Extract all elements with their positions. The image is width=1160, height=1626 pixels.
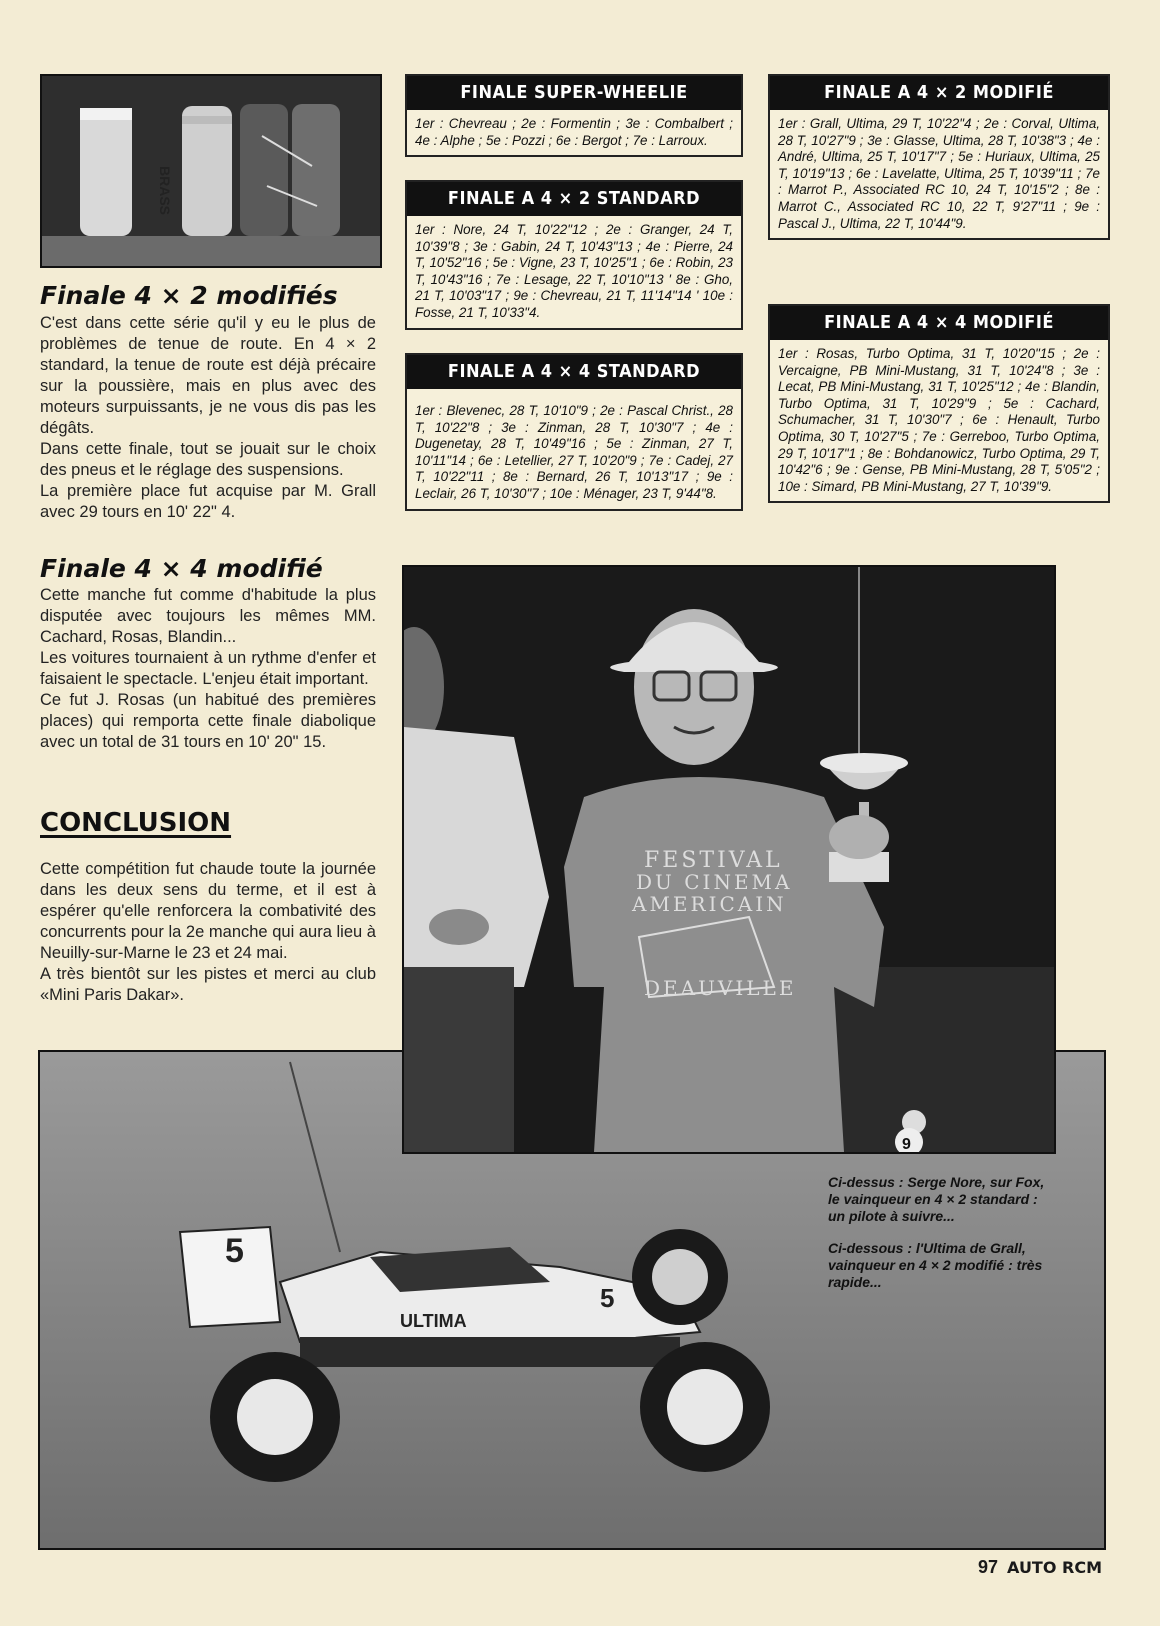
results-box-title: FINALE A 4 × 4 STANDARD	[407, 355, 741, 389]
article-section-4x4	[40, 585, 376, 753]
winner-photo	[402, 565, 1056, 1154]
heading-finale-4x4-modifie: Finale 4 × 4 modifié	[40, 554, 323, 583]
sweater-text: AMERICAIN	[632, 892, 787, 916]
heading-finale-4x2-modifies: Finale 4 × 2 modifiés	[40, 281, 338, 310]
paragraph: Dans cette finale, tout se jouait sur le choix des pneus et le réglage des suspensions.	[40, 440, 376, 479]
results-box-text: 1er : Grall, Ultima, 29 T, 10'22"4 ; 2e : Corval, Ultima, 28 T, 10'27"9 ; 3e : Glasse, Ultima, 28 T, 10'38"3 ; 4e : André, Ultima, 25 T, 10'17"7 ; 5e : Huriaux, Ultima, 25 T, 10'19"13 ; 6e : Lavelatte, Ultima, 25 T, 10'39"11 ; 7e : Marrot P., Associated RC 10, 24 T, 10'15"2 ; 8e : Marrot C., Associated RC 10, 22 T, 9'27"11 ; 9e : Pascal J., Ultima, 22 T, 10'44"9.	[778, 116, 1100, 231]
results-box-text: 1er : Chevreau ; 2e : Formentin ; 3e : Combalbert ; 4e : Alphe ; 5e : Pozzi ; 6e : Bergot ; 7e : Larroux.	[415, 116, 733, 148]
battery-label: BRASS	[157, 166, 173, 216]
photo-caption-below: Ci-dessous : l'Ultima de Grall, vainqueur en 4 × 2 modifié : très rapide...	[828, 1240, 1043, 1290]
paragraph: C'est dans cette série qu'il y eu le plus de problèmes de tenue de route. En 4 × 2 standard, la tenue de route est déjà précaire sur la poussière, mais en plus avec des moteurs surpuissants, je ne vous dis pas les dégâts.	[40, 314, 376, 437]
paragraph: Ce fut J. Rosas (un habitué des premières places) qui remporta cette finale diabolique avec un total de 31 tours en 10' 20" 15.	[40, 691, 376, 751]
magazine-name: AUTO RCM	[1007, 1558, 1102, 1577]
paragraph: Cette compétition fut chaude toute la journée dans les deux sens du terme, et il est à espérer qu'elle renforcera la combativité des concurrents pour la 2e manche qui aura lieu à Neuilly-sur-Marne le 23 et 24 mai.	[40, 860, 376, 962]
wheel-rear	[210, 1352, 340, 1482]
results-box-title: FINALE A 4 × 2 MODIFIÉ	[770, 76, 1108, 110]
results-box-text: 1er : Blevenec, 28 T, 10'10"9 ; 2e : Pascal Christ., 28 T, 10'22"8 ; 3e : Zinman, 28 T, 10'30"7 ; 4e : Dugenetay, 28 T, 10'49"16 ; 5e : Zinman, 27 T, 10'11"14 ; 6e : Letellier, 27 T, 10'20"9 ; 7e : Cadej, 27 T, 10'22"11 ; 8e : Bernard, 26 T, 10'13"17 ; 9e : Leclair, 26 T, 10'30"7 ; 10e : Ménager, 23 T, 9'44"8.	[415, 403, 733, 501]
car-number: 5	[600, 1283, 615, 1313]
conclusion-heading: CONCLUSION	[40, 808, 232, 838]
article-section-4x2	[40, 313, 376, 523]
paragraph: A très bientôt sur les pistes et merci au club «Mini Paris Dakar».	[40, 965, 376, 1004]
sweater-text: FESTIVAL	[644, 848, 783, 873]
results-box-4x4-modifie	[768, 304, 1110, 503]
car-number: 5	[225, 1232, 244, 1270]
batteries-photo	[40, 74, 382, 268]
results-box-title: FINALE A 4 × 2 STANDARD	[407, 182, 741, 216]
paragraph: Les voitures tournaient à un rythme d'enfer et faisaient le spectacle. L'enjeu était important.	[40, 649, 376, 688]
sweater-text: DEAUVILLE	[644, 976, 797, 1000]
results-box-4x2-modifie	[768, 74, 1110, 240]
background-number: 9	[902, 1136, 911, 1152]
conclusion-section	[40, 859, 376, 1006]
photo-caption-above: Ci-dessus : Serge Nore, sur Fox, le vainqueur en 4 × 2 standard : un pilote à suivre...	[828, 1174, 1045, 1224]
results-box-title: FINALE SUPER-WHEELIE	[407, 76, 741, 110]
sweater-text: DU CINEMA	[636, 870, 793, 894]
results-box-text: 1er : Rosas, Turbo Optima, 31 T, 10'20"15 ; 2e : Vercaigne, PB Mini-Mustang, 31 T, 10'24"8 ; 3e : Lecat, PB Mini-Mustang, 31 T, 10'25"12 ; 4e : Blandin, Turbo Optima, 31 T, 10'29"9 ; 5e : Cachard, Schumacher, 31 T, 10'30"7 ; 6e : Henault, Turbo Optima, 30 T, 10'27"5 ; 7e : Gerreboo, Turbo Optima, 29 T, 10'17"1 ; 8e : Bohdanowicz, Turbo Optima, 29 T, 10'42"6 ; 9e : Gense, PB Mini-Mustang, 28 T, 5'05"2 ; 10e : Simard, PB Mini-Mustang, 27 T, 10'39"9.	[778, 346, 1100, 494]
page-number: 97	[978, 1557, 999, 1577]
paragraph: La première place fut acquise par M. Grall avec 29 tours en 10' 22" 4.	[40, 482, 376, 521]
car-label: ULTIMA	[400, 1311, 467, 1331]
page-footer	[978, 1557, 1102, 1578]
paragraph: Cette manche fut comme d'habitude la plus disputée avec toujours les mêmes MM. Cachard, Rosas, Blandin...	[40, 586, 376, 646]
results-box-4x2-standard	[405, 180, 743, 330]
results-box-4x4-standard	[405, 353, 743, 511]
results-box-super-wheelie	[405, 74, 743, 157]
results-box-title: FINALE A 4 × 4 MODIFIÉ	[770, 306, 1108, 340]
results-box-text: 1er : Nore, 24 T, 10'22"12 ; 2e : Granger, 24 T, 10'39"8 ; 3e : Gabin, 24 T, 10'43"13 ; 4e : Pierre, 24 T, 10'52"16 ; 5e : Vigne, 23 T, 10'25"1 ; 6e : Robin, 23 T, 10'43"16 ; 7e : Lesage, 22 T, 10'10"13 ' 8e : Gho, 21 T, 10'03"17 ; 9e : Chevreau, 21 T, 11'14"14 ' 10e : Fosse, 21 T, 10'33"4.	[415, 222, 733, 320]
